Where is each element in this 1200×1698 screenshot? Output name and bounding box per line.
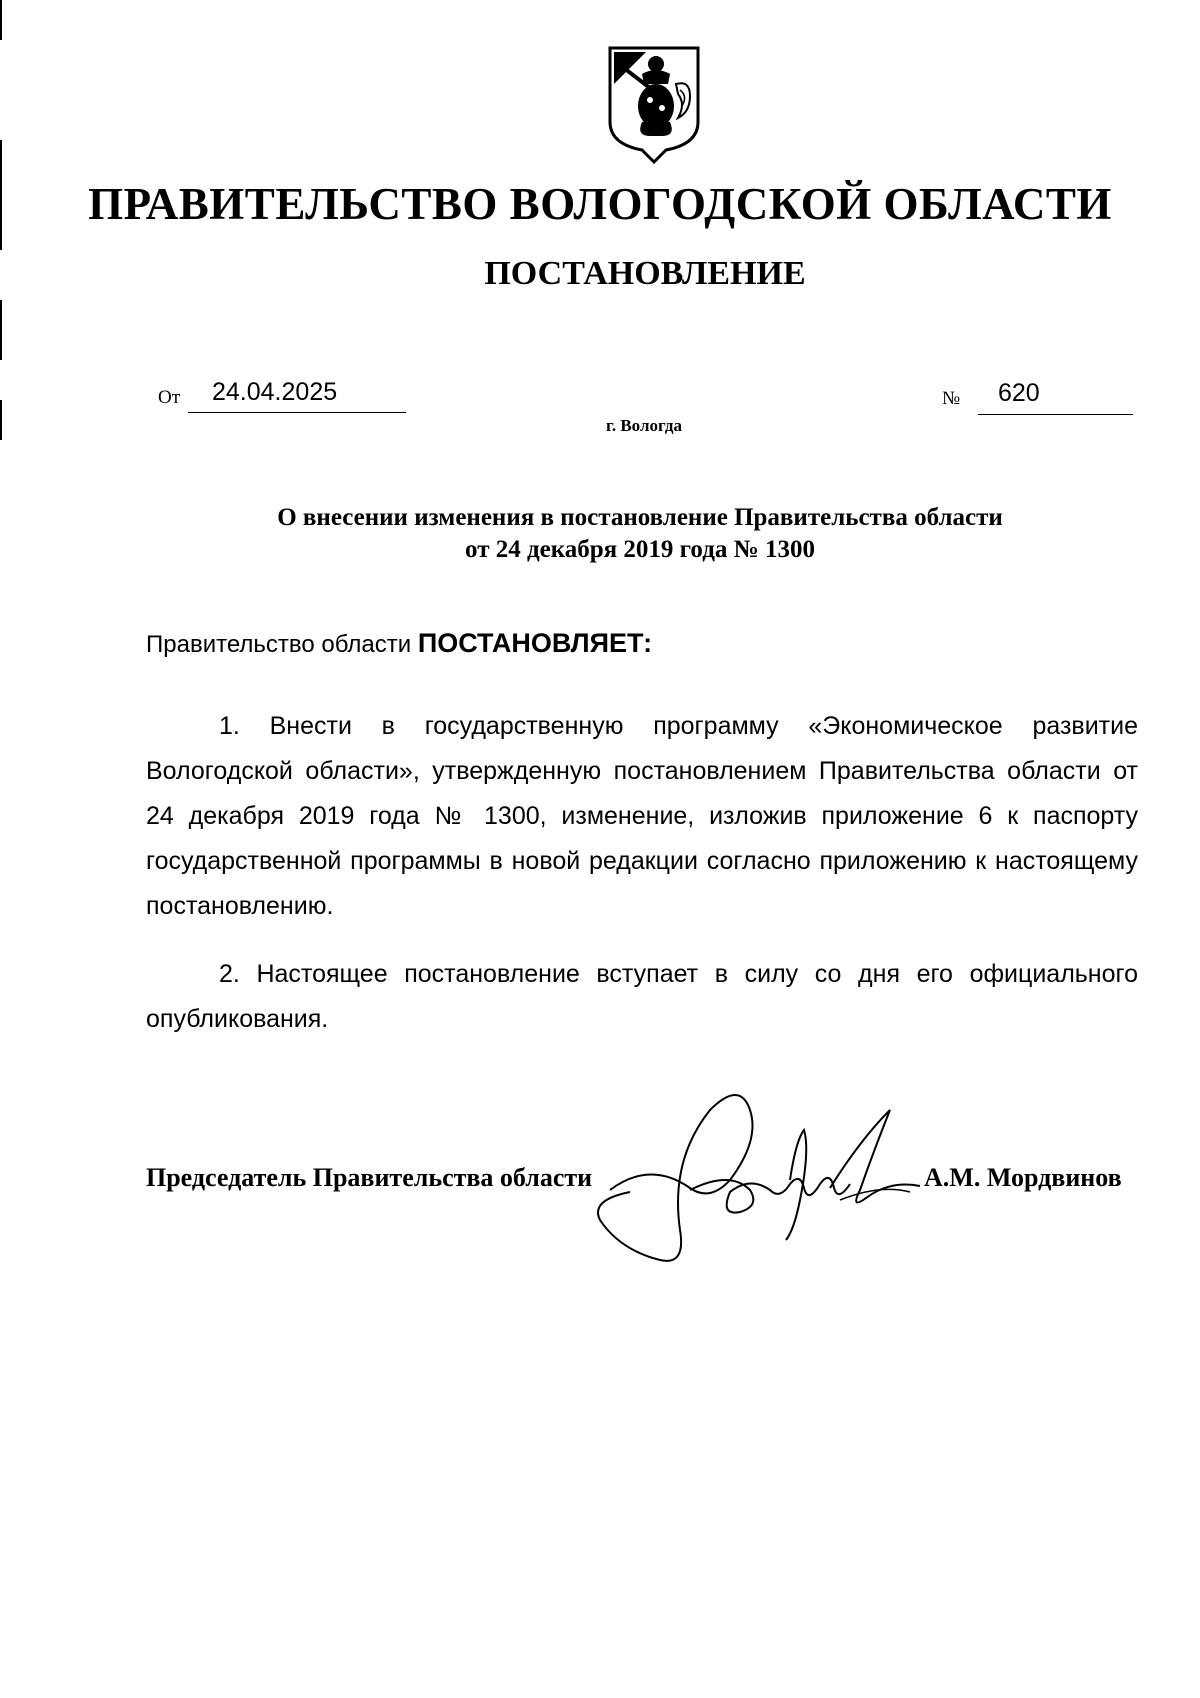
preamble-lead: Правительство области [146, 631, 418, 658]
document-date: 24.04.2025 [188, 377, 406, 413]
scan-edge-mark [0, 0, 2, 40]
clause-1: 1. Внести в государственную программу «Экономическое развитие Вологодской области», утвержденную постановлением Правительства области от 24 декабря 2019 года № 1300, изменение, изложив приложение 6 к паспорту государственной программы в новой редакции согласно приложению к настоящему постановлению. [146, 712, 1138, 920]
city: г. Вологда [606, 416, 682, 435]
date-label: От [158, 387, 181, 408]
clause-2: 2. Настоящее постановление вступает в силу со дня его официального опубликования. [146, 960, 1138, 1033]
number-label: № [942, 388, 961, 409]
subject-line: от 24 декабря 2019 года № 1300 [465, 536, 815, 563]
subject-line: О внесении изменения в постановление Правительства области [277, 504, 1003, 531]
coat-of-arms-icon [606, 44, 702, 164]
document-subject [150, 502, 1130, 566]
scan-edge-mark [0, 300, 2, 360]
document-type: ПОСТАНОВЛЕНИЕ [484, 255, 806, 292]
document-number: 620 [978, 377, 1133, 415]
signatory-name: А.М. Мордвинов [924, 1163, 1122, 1192]
preamble-decree: ПОСТАНОВЛЯЕТ: [417, 628, 653, 658]
organization-title: ПРАВИТЕЛЬСТВО ВОЛОГОДСКОЙ ОБЛАСТИ [88, 179, 1112, 229]
preamble [146, 628, 652, 659]
handwritten-signature-icon [590, 1080, 960, 1270]
signatory-position: Председатель Правительства области [146, 1163, 593, 1192]
